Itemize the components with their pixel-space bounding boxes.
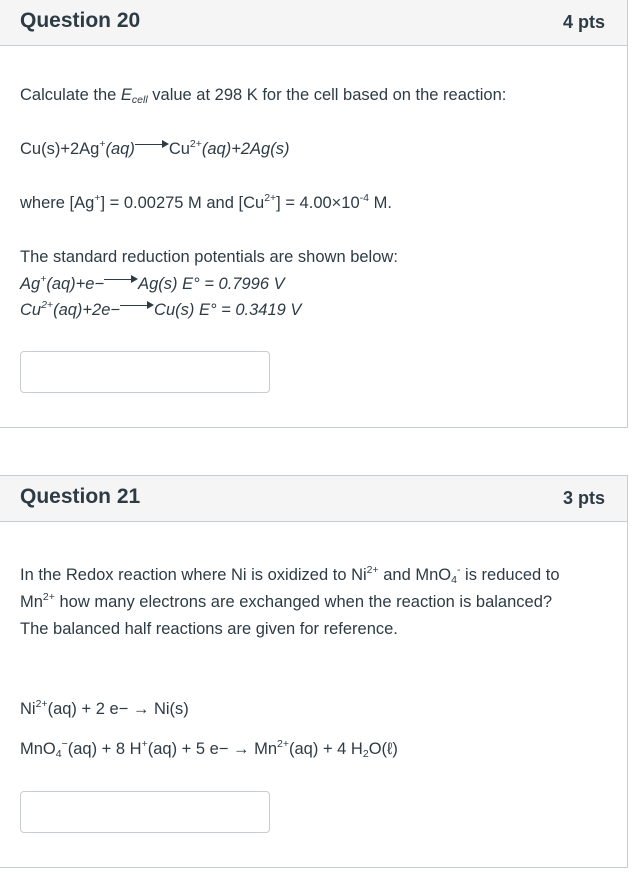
- half-reaction-ag: [20, 273, 285, 295]
- question-21-line-3: The balanced half reactions are given for reference.: [20, 620, 398, 638]
- cond-charge-2: 2+: [264, 192, 277, 204]
- half1-arrow-icon: [104, 275, 138, 285]
- eq2-text-4: O(ℓ): [368, 740, 398, 758]
- line2-text: how many electrons are exchanged when the reaction is balanced?: [54, 593, 553, 611]
- cond-text: where [Ag: [20, 194, 95, 212]
- question-21-line-2: [20, 591, 552, 613]
- half2-species: Cu: [20, 301, 42, 319]
- line1-subscript: 4: [451, 574, 457, 586]
- question-20-card: [0, 0, 628, 428]
- reaction-product: Cu: [168, 140, 190, 158]
- eq2-species: MnO: [20, 740, 56, 758]
- eq2-subscript-2: 2: [362, 748, 369, 760]
- question-21-header: [0, 476, 627, 522]
- prompt-text-end: value at 298 K for the cell based on the reaction:: [147, 86, 507, 104]
- question-21-line-1: [20, 564, 560, 586]
- cond-text-2: ] = 0.00275 M and [Cu: [100, 194, 265, 212]
- half-reaction-mno4: [20, 738, 398, 760]
- cond-unit: M.: [369, 194, 392, 212]
- line2-charge: 2+: [42, 591, 55, 603]
- question-20-header: [0, 0, 627, 46]
- line2-species: Mn: [20, 593, 43, 611]
- question-21-title: Question 21: [20, 485, 141, 508]
- cond-exponent: -4: [359, 192, 370, 204]
- half2-product-potential: Cu(s) E° = 0.3419 V: [154, 301, 302, 319]
- half1-reactants: (aq)+e−: [46, 275, 105, 293]
- cell-subscript: cell: [131, 94, 148, 106]
- question-21-answer-input[interactable]: [20, 791, 270, 833]
- half2-charge: 2+: [41, 299, 54, 311]
- half1-charge: +: [40, 273, 47, 285]
- question-20-std-intro: The standard reduction potentials are shown below:: [20, 248, 398, 266]
- half-reaction-cu: [20, 299, 301, 321]
- eq2-text-3: (aq) + 4 H: [289, 740, 363, 758]
- question-20-reaction: [20, 138, 289, 160]
- half1-product-potential: Ag(s) E° = 0.7996 V: [138, 275, 285, 293]
- reaction-state: (aq): [105, 140, 135, 158]
- question-20-prompt: [20, 84, 506, 106]
- half2-arrow-icon: [120, 301, 154, 311]
- question-20-title: Question 20: [20, 9, 141, 32]
- line1-charge: 2+: [366, 564, 379, 576]
- half2-reactants: (aq)+2e−: [53, 301, 121, 319]
- question-21-points: 3 pts: [562, 488, 605, 508]
- cond-charge: +: [94, 192, 101, 204]
- line1-charge-2: -: [456, 564, 461, 576]
- question-20-conditions: [20, 192, 392, 214]
- question-21-card: [0, 475, 628, 868]
- half1-species: Ag: [20, 275, 41, 293]
- eq2-charge-2: +: [141, 738, 148, 750]
- reaction-product-charge: 2+: [189, 138, 202, 150]
- cond-text-3: ] = 4.00×10: [276, 194, 360, 212]
- eq2-charge-3: 2+: [277, 738, 290, 750]
- reaction-reactants: Cu(s)+2Ag: [20, 140, 100, 158]
- question-20-points: 4 pts: [562, 12, 605, 32]
- eq2-text-2: (aq) + 5 e− → Mn: [147, 740, 278, 758]
- e-symbol: E: [120, 86, 132, 104]
- line1-text-3: is reduced to: [460, 566, 560, 584]
- eq1-species: Ni: [20, 700, 36, 718]
- line1-text-2: and MnO: [378, 566, 452, 584]
- eq1-rest: (aq) + 2 e− → Ni(s): [47, 700, 189, 718]
- reaction-arrow-icon: [135, 140, 169, 150]
- eq1-charge: 2+: [35, 698, 48, 710]
- eq2-subscript: 4: [55, 748, 62, 760]
- question-20-answer-input[interactable]: [20, 351, 270, 393]
- reaction-charge: +: [99, 138, 106, 150]
- eq2-charge: −: [61, 738, 68, 750]
- prompt-text: Calculate the: [20, 86, 121, 104]
- half-reaction-ni: [20, 698, 189, 720]
- eq2-text: (aq) + 8 H: [67, 740, 142, 758]
- line1-text: In the Redox reaction where Ni is oxidized to Ni: [20, 566, 367, 584]
- reaction-products-end: (aq)+2Ag(s): [201, 140, 290, 158]
